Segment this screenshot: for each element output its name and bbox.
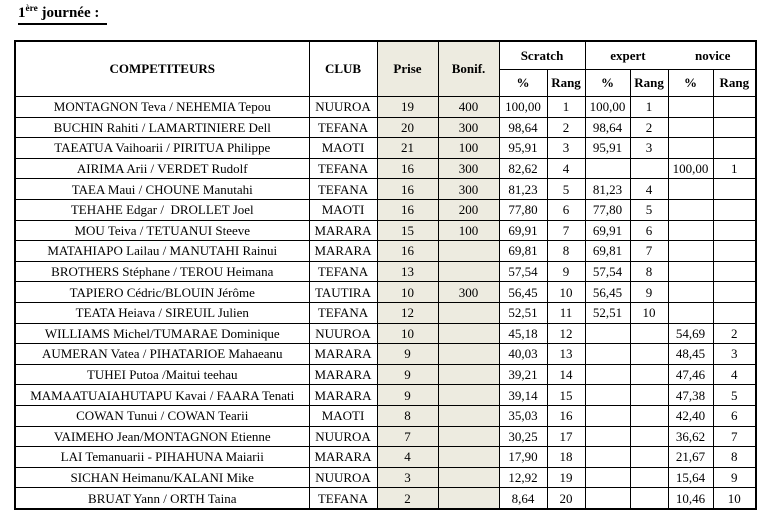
cell-scratch-rang: 2 xyxy=(547,117,585,138)
subheader-novice-pct: % xyxy=(668,70,713,97)
cell-expert-pct xyxy=(585,405,630,426)
cell-expert-rang xyxy=(630,364,668,385)
cell-expert-rang: 7 xyxy=(630,241,668,262)
cell-expert-pct xyxy=(585,344,630,365)
subheader-expert-rang: Rang xyxy=(630,70,668,97)
cell-club: NUUROA xyxy=(309,426,377,447)
cell-scratch-rang: 9 xyxy=(547,261,585,282)
cell-prise: 10 xyxy=(377,282,438,303)
cell-expert-rang: 3 xyxy=(630,138,668,159)
cell-bonif: 400 xyxy=(438,97,499,118)
cell-novice-pct xyxy=(668,220,713,241)
cell-club: MAOTI xyxy=(309,199,377,220)
cell-prise: 9 xyxy=(377,364,438,385)
cell-club: MARARA xyxy=(309,220,377,241)
cell-scratch-pct: 100,00 xyxy=(499,97,547,118)
cell-prise: 7 xyxy=(377,426,438,447)
cell-bonif: 300 xyxy=(438,117,499,138)
cell-club: TEFANA xyxy=(309,158,377,179)
cell-scratch-rang: 12 xyxy=(547,323,585,344)
cell-bonif xyxy=(438,261,499,282)
cell-competiteurs: TAPIERO Cédric/BLOUIN Jérôme xyxy=(15,282,309,303)
cell-expert-rang xyxy=(630,447,668,468)
header-row-groups xyxy=(15,41,756,70)
cell-novice-rang xyxy=(713,138,756,159)
cell-expert-pct: 81,23 xyxy=(585,179,630,200)
cell-novice-rang xyxy=(713,220,756,241)
cell-scratch-pct: 8,64 xyxy=(499,488,547,509)
cell-competiteurs: COWAN Tunui / COWAN Tearii xyxy=(15,405,309,426)
cell-club: MARARA xyxy=(309,385,377,406)
cell-novice-rang xyxy=(713,199,756,220)
cell-scratch-pct: 17,90 xyxy=(499,447,547,468)
cell-bonif: 300 xyxy=(438,158,499,179)
cell-scratch-rang: 17 xyxy=(547,426,585,447)
cell-novice-pct: 21,67 xyxy=(668,447,713,468)
cell-competiteurs: VAIMEHO Jean/MONTAGNON Etienne xyxy=(15,426,309,447)
cell-scratch-pct: 77,80 xyxy=(499,199,547,220)
cell-bonif xyxy=(438,467,499,488)
cell-bonif xyxy=(438,488,499,509)
cell-novice-rang: 2 xyxy=(713,323,756,344)
cell-novice-pct xyxy=(668,241,713,262)
cell-prise: 21 xyxy=(377,138,438,159)
page-title xyxy=(18,4,107,25)
title-superscript: ère xyxy=(25,4,38,14)
cell-expert-pct: 100,00 xyxy=(585,97,630,118)
cell-bonif xyxy=(438,344,499,365)
cell-novice-rang: 3 xyxy=(713,344,756,365)
cell-expert-pct: 77,80 xyxy=(585,199,630,220)
cell-scratch-rang: 11 xyxy=(547,302,585,323)
table-row xyxy=(15,488,756,509)
cell-scratch-rang: 15 xyxy=(547,385,585,406)
results-body xyxy=(15,97,756,509)
cell-bonif: 300 xyxy=(438,282,499,303)
cell-scratch-pct: 40,03 xyxy=(499,344,547,365)
table-row xyxy=(15,138,756,159)
cell-club: TEFANA xyxy=(309,117,377,138)
cell-competiteurs: MONTAGNON Teva / NEHEMIA Tepou xyxy=(15,97,309,118)
cell-prise: 9 xyxy=(377,385,438,406)
cell-scratch-pct: 30,25 xyxy=(499,426,547,447)
cell-novice-rang: 1 xyxy=(713,158,756,179)
cell-competiteurs: BROTHERS Stéphane / TEROU Heimana xyxy=(15,261,309,282)
cell-scratch-rang: 6 xyxy=(547,199,585,220)
cell-novice-rang xyxy=(713,302,756,323)
cell-scratch-rang: 13 xyxy=(547,344,585,365)
cell-prise: 3 xyxy=(377,467,438,488)
cell-prise: 20 xyxy=(377,117,438,138)
cell-novice-rang xyxy=(713,179,756,200)
table-row xyxy=(15,241,756,262)
cell-scratch-rang: 18 xyxy=(547,447,585,468)
cell-prise: 8 xyxy=(377,405,438,426)
cell-prise: 19 xyxy=(377,97,438,118)
cell-scratch-pct: 45,18 xyxy=(499,323,547,344)
table-row xyxy=(15,426,756,447)
table-row xyxy=(15,97,756,118)
cell-expert-rang: 6 xyxy=(630,220,668,241)
cell-club: MARARA xyxy=(309,241,377,262)
cell-club: MAOTI xyxy=(309,138,377,159)
cell-expert-pct xyxy=(585,426,630,447)
cell-expert-rang xyxy=(630,467,668,488)
cell-novice-rang: 9 xyxy=(713,467,756,488)
cell-expert-rang: 1 xyxy=(630,97,668,118)
cell-expert-pct xyxy=(585,385,630,406)
table-row xyxy=(15,364,756,385)
subheader-expert-pct: % xyxy=(585,70,630,97)
cell-prise: 16 xyxy=(377,158,438,179)
cell-club: MAOTI xyxy=(309,405,377,426)
cell-scratch-pct: 52,51 xyxy=(499,302,547,323)
cell-novice-rang: 6 xyxy=(713,405,756,426)
table-row xyxy=(15,199,756,220)
cell-competiteurs: TUHEI Putoa /Maitui teehau xyxy=(15,364,309,385)
cell-novice-pct xyxy=(668,302,713,323)
cell-scratch-pct: 98,64 xyxy=(499,117,547,138)
cell-expert-pct: 52,51 xyxy=(585,302,630,323)
cell-novice-pct: 10,46 xyxy=(668,488,713,509)
title-rest: journée : xyxy=(37,5,104,21)
table-row xyxy=(15,158,756,179)
group-header-scratch: Scratch xyxy=(499,41,585,70)
cell-expert-rang xyxy=(630,323,668,344)
cell-prise: 16 xyxy=(377,199,438,220)
cell-competiteurs: TEHAHE Edgar / DROLLET Joel xyxy=(15,199,309,220)
table-row xyxy=(15,302,756,323)
cell-expert-pct xyxy=(585,323,630,344)
cell-novice-pct: 47,38 xyxy=(668,385,713,406)
cell-prise: 13 xyxy=(377,261,438,282)
group-header-expert: expert xyxy=(610,47,646,63)
cell-scratch-rang: 3 xyxy=(547,138,585,159)
cell-scratch-pct: 12,92 xyxy=(499,467,547,488)
cell-competiteurs: TAEATUA Vaihoarii / PIRITUA Philippe xyxy=(15,138,309,159)
cell-bonif xyxy=(438,241,499,262)
cell-bonif xyxy=(438,426,499,447)
cell-prise: 12 xyxy=(377,302,438,323)
col-header-bonif: Bonif. xyxy=(438,41,499,97)
cell-expert-rang xyxy=(630,488,668,509)
cell-expert-pct: 69,91 xyxy=(585,220,630,241)
cell-club: TEFANA xyxy=(309,488,377,509)
table-row xyxy=(15,385,756,406)
cell-bonif: 100 xyxy=(438,220,499,241)
table-row xyxy=(15,405,756,426)
table-row xyxy=(15,467,756,488)
cell-scratch-rang: 5 xyxy=(547,179,585,200)
col-header-club: CLUB xyxy=(309,41,377,97)
cell-expert-rang: 2 xyxy=(630,117,668,138)
cell-prise: 16 xyxy=(377,179,438,200)
cell-competiteurs: MOU Teiva / TETUANUI Steeve xyxy=(15,220,309,241)
cell-club: TEFANA xyxy=(309,179,377,200)
cell-expert-pct xyxy=(585,364,630,385)
cell-scratch-rang: 1 xyxy=(547,97,585,118)
cell-competiteurs: MATAHIAPO Lailau / MANUTAHI Rainui xyxy=(15,241,309,262)
title-number: 1 xyxy=(18,5,26,21)
cell-scratch-pct: 82,62 xyxy=(499,158,547,179)
cell-novice-pct: 100,00 xyxy=(668,158,713,179)
cell-scratch-pct: 81,23 xyxy=(499,179,547,200)
cell-bonif: 200 xyxy=(438,199,499,220)
cell-novice-pct xyxy=(668,261,713,282)
cell-expert-rang: 9 xyxy=(630,282,668,303)
cell-expert-pct: 95,91 xyxy=(585,138,630,159)
cell-novice-pct xyxy=(668,179,713,200)
cell-competiteurs: TAEA Maui / CHOUNE Manutahi xyxy=(15,179,309,200)
cell-scratch-rang: 14 xyxy=(547,364,585,385)
table-row xyxy=(15,261,756,282)
cell-club: MARARA xyxy=(309,447,377,468)
cell-scratch-pct: 56,45 xyxy=(499,282,547,303)
cell-bonif: 300 xyxy=(438,179,499,200)
cell-expert-pct: 98,64 xyxy=(585,117,630,138)
cell-competiteurs: BRUAT Yann / ORTH Taina xyxy=(15,488,309,509)
cell-novice-rang xyxy=(713,97,756,118)
cell-competiteurs: SICHAN Heimanu/KALANI Mike xyxy=(15,467,309,488)
cell-expert-rang xyxy=(630,385,668,406)
cell-club: NUUROA xyxy=(309,97,377,118)
table-row xyxy=(15,179,756,200)
cell-club: TEFANA xyxy=(309,302,377,323)
cell-novice-pct: 48,45 xyxy=(668,344,713,365)
cell-novice-pct xyxy=(668,199,713,220)
cell-novice-pct xyxy=(668,282,713,303)
cell-competiteurs: TEATA Heiava / SIREUIL Julien xyxy=(15,302,309,323)
cell-expert-pct xyxy=(585,447,630,468)
table-row xyxy=(15,282,756,303)
cell-club: MARARA xyxy=(309,344,377,365)
cell-scratch-rang: 8 xyxy=(547,241,585,262)
cell-scratch-rang: 4 xyxy=(547,158,585,179)
table-row xyxy=(15,117,756,138)
cell-novice-rang: 8 xyxy=(713,447,756,468)
cell-scratch-pct: 35,03 xyxy=(499,405,547,426)
cell-novice-pct: 15,64 xyxy=(668,467,713,488)
cell-novice-rang: 10 xyxy=(713,488,756,509)
cell-expert-rang xyxy=(630,426,668,447)
cell-scratch-rang: 19 xyxy=(547,467,585,488)
cell-competiteurs: WILLIAMS Michel/TUMARAE Dominique xyxy=(15,323,309,344)
cell-club: TAUTIRA xyxy=(309,282,377,303)
group-header-novice: novice xyxy=(694,47,731,63)
subheader-novice-rang: Rang xyxy=(713,70,756,97)
cell-novice-rang xyxy=(713,282,756,303)
cell-prise: 2 xyxy=(377,488,438,509)
cell-expert-pct: 57,54 xyxy=(585,261,630,282)
cell-novice-rang: 4 xyxy=(713,364,756,385)
cell-club: NUUROA xyxy=(309,323,377,344)
cell-scratch-rang: 10 xyxy=(547,282,585,303)
cell-club: NUUROA xyxy=(309,467,377,488)
cell-scratch-pct: 57,54 xyxy=(499,261,547,282)
cell-scratch-pct: 95,91 xyxy=(499,138,547,159)
expert-novice-split xyxy=(586,48,756,64)
cell-bonif xyxy=(438,364,499,385)
cell-novice-rang xyxy=(713,261,756,282)
cell-scratch-pct: 39,21 xyxy=(499,364,547,385)
cell-novice-pct xyxy=(668,138,713,159)
cell-expert-pct: 56,45 xyxy=(585,282,630,303)
cell-novice-pct xyxy=(668,117,713,138)
cell-prise: 16 xyxy=(377,241,438,262)
cell-expert-rang: 10 xyxy=(630,302,668,323)
table-row xyxy=(15,323,756,344)
cell-novice-rang xyxy=(713,117,756,138)
cell-novice-pct: 42,40 xyxy=(668,405,713,426)
cell-expert-rang: 8 xyxy=(630,261,668,282)
col-header-prise: Prise xyxy=(377,41,438,97)
cell-novice-pct: 54,69 xyxy=(668,323,713,344)
cell-scratch-pct: 69,91 xyxy=(499,220,547,241)
table-row xyxy=(15,220,756,241)
cell-competiteurs: AIRIMA Arii / VERDET Rudolf xyxy=(15,158,309,179)
subheader-scratch-rang: Rang xyxy=(547,70,585,97)
cell-prise: 10 xyxy=(377,323,438,344)
cell-prise: 9 xyxy=(377,344,438,365)
group-header-expert-novice xyxy=(585,41,756,70)
cell-novice-pct xyxy=(668,97,713,118)
subheader-scratch-pct: % xyxy=(499,70,547,97)
cell-club: MARARA xyxy=(309,364,377,385)
table-row xyxy=(15,447,756,468)
cell-bonif xyxy=(438,447,499,468)
cell-scratch-rang: 20 xyxy=(547,488,585,509)
cell-expert-rang: 4 xyxy=(630,179,668,200)
cell-bonif xyxy=(438,323,499,344)
cell-novice-pct: 47,46 xyxy=(668,364,713,385)
col-header-competiteurs: COMPETITEURS xyxy=(15,41,309,97)
cell-bonif xyxy=(438,405,499,426)
cell-prise: 15 xyxy=(377,220,438,241)
cell-novice-rang: 5 xyxy=(713,385,756,406)
cell-competiteurs: BUCHIN Rahiti / LAMARTINIERE Dell xyxy=(15,117,309,138)
cell-novice-pct: 36,62 xyxy=(668,426,713,447)
cell-scratch-rang: 16 xyxy=(547,405,585,426)
cell-expert-rang xyxy=(630,158,668,179)
cell-expert-pct xyxy=(585,488,630,509)
results-table xyxy=(14,40,757,510)
cell-scratch-pct: 69,81 xyxy=(499,241,547,262)
cell-scratch-pct: 39,14 xyxy=(499,385,547,406)
cell-bonif xyxy=(438,302,499,323)
cell-competiteurs: LAI Temanuarii - PIHAHUNA Maiarii xyxy=(15,447,309,468)
cell-expert-pct: 69,81 xyxy=(585,241,630,262)
page-title-text xyxy=(18,4,107,25)
cell-novice-rang xyxy=(713,241,756,262)
cell-expert-rang: 5 xyxy=(630,199,668,220)
cell-prise: 4 xyxy=(377,447,438,468)
table-row xyxy=(15,344,756,365)
cell-expert-pct xyxy=(585,158,630,179)
cell-expert-pct xyxy=(585,467,630,488)
cell-expert-rang xyxy=(630,344,668,365)
cell-scratch-rang: 7 xyxy=(547,220,585,241)
cell-bonif xyxy=(438,385,499,406)
cell-expert-rang xyxy=(630,405,668,426)
cell-novice-rang: 7 xyxy=(713,426,756,447)
cell-club: TEFANA xyxy=(309,261,377,282)
cell-competiteurs: AUMERAN Vatea / PIHATARIOE Mahaeanu xyxy=(15,344,309,365)
cell-competiteurs: MAMAATUAIAHUTAPU Kavai / FAARA Tenati xyxy=(15,385,309,406)
cell-bonif: 100 xyxy=(438,138,499,159)
